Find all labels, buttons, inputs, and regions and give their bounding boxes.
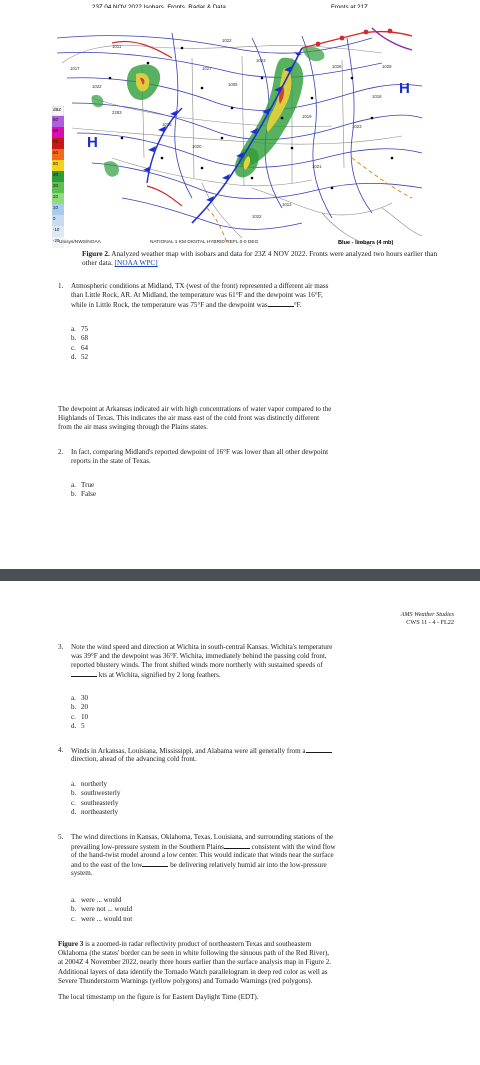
- legend-tick: 50: [53, 161, 58, 166]
- legend-tick: 70: [53, 139, 58, 144]
- paragraph-dewpoint: [58, 405, 331, 433]
- q3-option-c[interactable]: c. 10: [71, 712, 89, 721]
- legend-tick: 40: [53, 172, 58, 177]
- legend-tick: 30: [53, 183, 58, 188]
- noaa-wpc-link[interactable]: [NOAA WPC]: [114, 258, 158, 267]
- svg-text:1019: 1019: [302, 114, 312, 119]
- svg-text:1012: 1012: [282, 202, 292, 207]
- weather-map-svg: [52, 8, 426, 248]
- q5-answer-blank-2[interactable]: [142, 860, 168, 867]
- weather-map: [52, 8, 426, 248]
- q5-answer-blank-1[interactable]: [224, 842, 250, 849]
- q2-line2: reports in the state of Texas.: [71, 457, 151, 465]
- q3-option-d[interactable]: d. 5: [71, 721, 85, 730]
- svg-text:1023: 1023: [256, 58, 266, 63]
- paragraph-figure3: [58, 940, 331, 986]
- q4-line2: direction, ahead of the advancing cold front.: [71, 755, 197, 763]
- q5-option-b[interactable]: b. were not ... would: [71, 905, 133, 914]
- figure-2-text: Analyzed weather map with isobars and data for 23Z 4 NOV 2022. Fronts were analyzed two hours earlier than other data.: [82, 249, 438, 267]
- q3-line4: [71, 670, 221, 680]
- svg-text:1016: 1016: [162, 122, 172, 127]
- q4-option-a[interactable]: a. northerly: [71, 780, 108, 788]
- q4-answer-blank[interactable]: [306, 746, 332, 753]
- legend-tick: 60: [53, 117, 58, 122]
- q2-option-b[interactable]: b. False: [71, 490, 96, 499]
- svg-text:1020: 1020: [192, 144, 202, 149]
- q4-options: [71, 780, 120, 817]
- header-code: CWS 11 - 4 - FL22: [406, 618, 454, 626]
- legend-tick: 10: [53, 205, 58, 210]
- q1-option-a[interactable]: a. 75: [71, 325, 89, 333]
- svg-text:2283: 2283: [112, 110, 122, 115]
- legend-tick: -10: [53, 227, 60, 232]
- legend-tick: 20: [53, 194, 58, 199]
- q3-line3: reported blustery winds. The front shifted winds more northerly with sustained speeds of: [71, 661, 323, 669]
- q5-line4-rest: be delivering relatively humid air into the low-pressure: [170, 861, 327, 869]
- q3-option-b[interactable]: b. 20: [71, 703, 89, 712]
- q4-line1-text: Winds in Arkansas, Louisiana, Mississippi, and Alabama were all generally from a: [71, 747, 306, 755]
- q1-line1: Atmospheric conditions at Midland, TX (west of the front) represented a different air mass: [71, 282, 329, 290]
- figure-2-caption: [82, 249, 442, 267]
- q5-line1: The wind directions in Kansas, Oklahoma, Texas, Louisiana, and surrounding stations of the: [71, 833, 334, 841]
- q3-line1: Note the wind speed and direction at Wichita in south-central Kansas. Wichita's temperature: [71, 643, 333, 651]
- q5-line5: system.: [71, 869, 93, 877]
- q2-options: [71, 481, 96, 500]
- q5-line4-text: and to the east of the low: [71, 861, 143, 869]
- para1-line1: The dewpoint at Arkansas indicated air with high concentrations of water vapor compared to the: [58, 405, 332, 413]
- q1-number: 1.: [58, 282, 64, 290]
- q3-option-a[interactable]: a. 30: [71, 694, 89, 702]
- map-footer-isobars: Blue - Isobars (4 mb): [338, 240, 394, 246]
- q1-line3-text: while in Little Rock, the temperature was 75°F and the dewpoint was: [71, 301, 268, 309]
- q1-option-c[interactable]: c. 64: [71, 343, 89, 352]
- header-course: AMS Weather Studies: [400, 611, 454, 618]
- legend-tick: dBZ: [53, 107, 62, 112]
- q1-line3: [71, 300, 302, 310]
- legend-ticks: [53, 107, 65, 249]
- legend-tick: 60: [53, 128, 58, 133]
- svg-text:1026: 1026: [332, 64, 342, 69]
- svg-text:1011: 1011: [112, 44, 122, 49]
- q5-number: 5.: [58, 833, 64, 841]
- svg-text:1023: 1023: [352, 124, 362, 129]
- paragraph-timestamp: The local timestamp on the figure is for Eastern Daylight Time (EDT).: [58, 993, 259, 1001]
- para2-line1: Figure 3 is a zoomed-in radar reflectivity product of northeastern Texas and southeastern: [58, 940, 312, 948]
- q1-line2: than Little Rock, AR. At Midland, the temperature was 61°F and the dewpoint was 16°F,: [71, 291, 323, 299]
- q1-options: [71, 325, 88, 362]
- q3-number: 3.: [58, 643, 64, 651]
- map-footer-source: Unisys/NWS/NOAA: [59, 240, 101, 245]
- para2-line5: Severe Thunderstorm Warnings (yellow polygons) and Tornado Warnings (red polygons).: [58, 976, 313, 985]
- svg-text:1018: 1018: [372, 94, 382, 99]
- svg-text:1022: 1022: [252, 214, 262, 219]
- para2-line2: Oklahoma (the states' border can be seen in white following the sinuous path of the Red River),: [58, 949, 329, 958]
- para1-line3: from the air mass swinging through the Plains states.: [58, 423, 208, 432]
- q5-options: [71, 896, 132, 924]
- q3-line2: was 39°F and the dewpoint was 36°F. Wichita, immediately behind the passing cold front,: [71, 652, 327, 660]
- q4-option-b[interactable]: b. southwesterly: [71, 789, 121, 798]
- q3-options: [71, 694, 88, 731]
- q4-option-d[interactable]: d. northeasterly: [71, 807, 119, 816]
- q5-option-c[interactable]: c. were ... would not: [71, 914, 133, 923]
- page-header: [401, 611, 454, 626]
- legend-tick: 60: [53, 150, 58, 155]
- map-footer-product: NATIONAL 1 KM DIGITAL HYBRID REFL 0-0 DEG: [150, 240, 259, 245]
- svg-text:1021: 1021: [312, 164, 322, 169]
- q4-number: 4.: [58, 746, 64, 754]
- svg-text:1027: 1027: [202, 66, 212, 71]
- svg-text:1005: 1005: [228, 82, 238, 87]
- svg-text:1022: 1022: [222, 38, 232, 43]
- q5-line2-rest: consistent with the wind flow: [251, 843, 336, 851]
- q4-option-c[interactable]: c. southeasterly: [71, 798, 119, 807]
- q3-answer-blank[interactable]: [71, 670, 97, 677]
- svg-text:1022: 1022: [92, 84, 102, 89]
- figure-2-label: Figure 2.: [82, 249, 110, 258]
- q2-line1: In fact, comparing Midland's reported dewpoint of 16°F was lower than all other dewpoint: [71, 448, 329, 456]
- q2-number: 2.: [58, 448, 64, 456]
- page-divider: [0, 569, 480, 581]
- q3-line4-text: kts at Wichita, signified by 2 long feathers.: [98, 671, 221, 679]
- high-pressure-label-west: H: [87, 134, 98, 151]
- q1-option-d[interactable]: d. 52: [71, 352, 89, 361]
- q1-option-b[interactable]: b. 68: [71, 334, 89, 343]
- figure-3-label: Figure 3: [58, 940, 84, 948]
- legend-tick: -20: [53, 238, 60, 243]
- q5-line4: [71, 860, 327, 870]
- para2-line4: Additional layers of data identify the Tornado Watch parallelogram in deep red color as well as: [58, 967, 328, 976]
- legend-tick: 0: [53, 216, 56, 221]
- svg-text:1028: 1028: [382, 64, 392, 69]
- q5-line3: of the hand-twist model around a low center. This would indicate that winds near the surface: [71, 851, 334, 859]
- svg-text:1017: 1017: [70, 66, 80, 71]
- q5-line2-text: prevailing low-pressure system in the Southern Plains: [71, 843, 224, 851]
- para2-line3: at 2004Z 4 November 2022, nearly three hours earlier than the surface analysis map in Figure 2.: [58, 958, 332, 967]
- q1-line3-unit: °F.: [293, 301, 302, 309]
- high-pressure-label-east: H: [399, 80, 410, 97]
- para1-line2: Highlands of Texas. This indicates the air mass east of the cold front was distinctly different: [58, 414, 320, 423]
- q2-option-a[interactable]: a. True: [71, 481, 95, 489]
- q5-option-a[interactable]: a. were ... would: [71, 896, 122, 904]
- q1-answer-blank[interactable]: [268, 300, 294, 307]
